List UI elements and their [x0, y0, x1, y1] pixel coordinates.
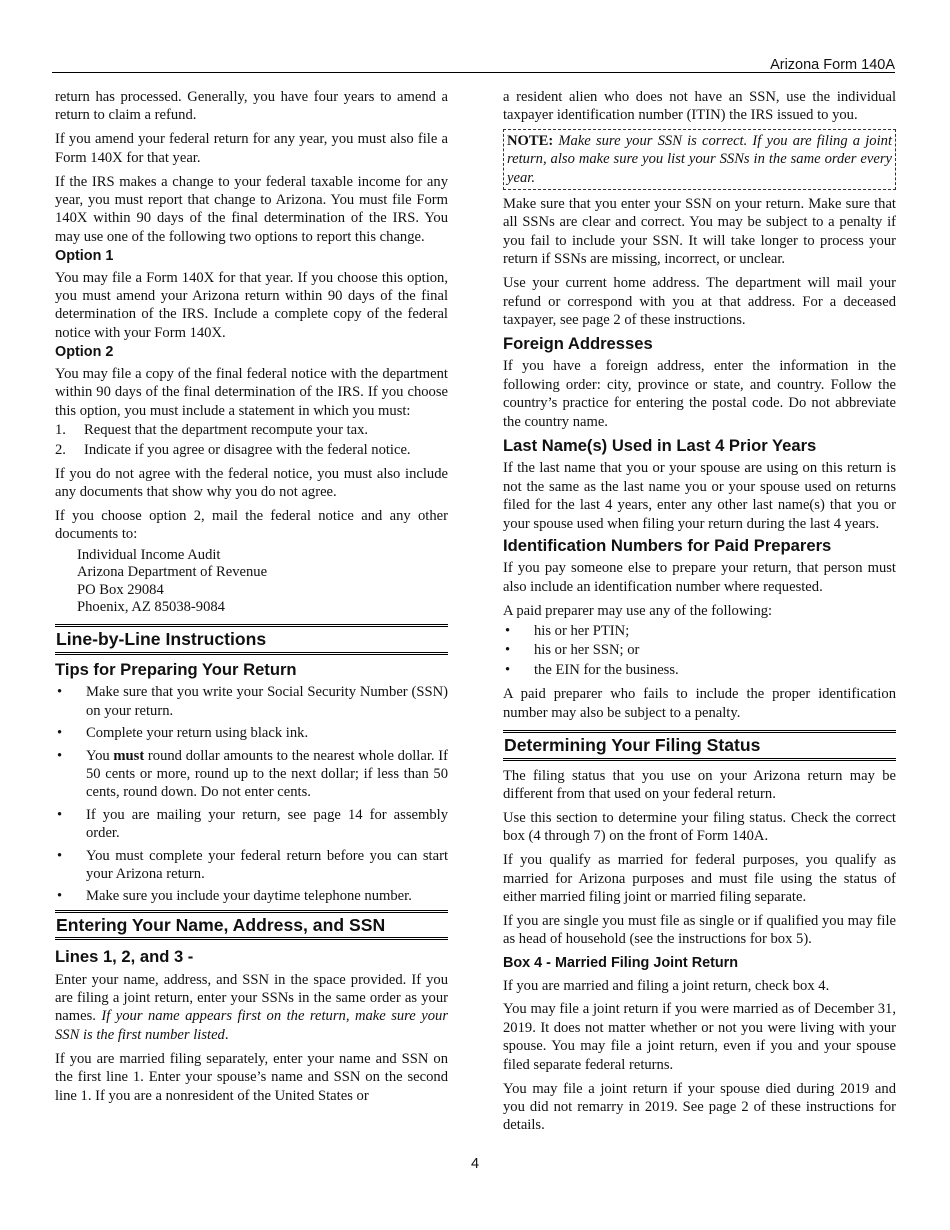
- address-line: Arizona Department of Revenue: [77, 564, 268, 581]
- paragraph: If you qualify as married for federal purposes, you qualify as married for Arizona purposes and must file using the status of either married filing joint or married filing separate.: [503, 852, 896, 905]
- right-column: [503, 88, 896, 1140]
- last-names-heading: Last Name(s) Used in Last 4 Prior Years: [503, 435, 817, 455]
- address-line: Phoenix, AZ 85038-9084: [77, 599, 225, 616]
- paragraph: If you are married and filing a joint return, check box 4.: [503, 977, 830, 994]
- box-4-heading: Box 4 - Married Filing Joint Return: [503, 955, 739, 972]
- tips-list: [55, 683, 448, 905]
- preparer-id-list: [503, 622, 896, 679]
- bullet-icon: •: [57, 847, 63, 864]
- note-text: Make sure your SSN is correct. If you are filing a joint return, also make sure you list your SSNs in the same order every year.: [507, 132, 892, 186]
- paragraph: Use your current home address. The department will mail your refund or correspond with you at that address. For a deceased taxpayer, see page 2 of these instructions.: [503, 275, 896, 328]
- list-item: [55, 683, 448, 720]
- list-item: [55, 806, 448, 843]
- bullet-icon: •: [505, 623, 511, 640]
- item-text: the EIN for the business.: [534, 661, 679, 678]
- paragraph: If you amend your federal return for any year, you must also file a Form 140X for that year.: [55, 131, 448, 166]
- bullet-icon: •: [505, 642, 511, 659]
- paragraph: You may file a joint return if you were married as of December 31, 2019. It does not matter whether or not you were living with your spouse. You may file a joint return, even if you and your spouse filed separate federal returns.: [503, 1001, 896, 1073]
- tips-heading: Tips for Preparing Your Return: [55, 659, 297, 679]
- text-part: .: [224, 1026, 229, 1043]
- option-2-heading: Option 2: [55, 344, 114, 361]
- item-text: [86, 747, 448, 802]
- paid-preparers-heading: Identification Numbers for Paid Preparers: [503, 535, 832, 555]
- item-text: his or her PTIN;: [534, 623, 630, 640]
- paragraph: If you are married filing separately, enter your name and SSN on the first line 1. Enter your spouse’s name and SSN on the second line 1. If you are a nonresident of the United States or: [55, 1050, 448, 1104]
- text-part: Enter your name, address, and SSN in the space provided. If you are filing a joint return, enter your SSNs in the same order as your names.: [55, 971, 448, 1025]
- list-item: [55, 847, 448, 884]
- numbered-item: [55, 421, 448, 439]
- item-text: Complete your return using black ink.: [86, 725, 309, 742]
- section-heading-filing-status: Determining Your Filing Status: [503, 730, 896, 760]
- ssn-note-box: [503, 129, 896, 190]
- address-line: Individual Income Audit: [77, 546, 221, 563]
- list-item: [503, 622, 896, 640]
- list-item: [55, 747, 448, 802]
- paragraph: A paid preparer may use any of the following:: [503, 602, 773, 619]
- bullet-icon: •: [57, 684, 63, 701]
- italic-text: If your name appears first on the return, make sure your SSN is the first number listed: [55, 1008, 448, 1043]
- lines-heading: Lines 1, 2, and 3 -: [55, 947, 194, 967]
- paragraph: You may file a copy of the final federal notice with the department within 90 days of the final determination of the IRS. If you choose this option, you must include a statement in which you must:: [55, 365, 448, 419]
- paragraph: Use this section to determine your filing status. Check the correct box (4 through 7) on the front of Form 140A.: [503, 809, 896, 845]
- item-text: You must complete your federal return before you can start your Arizona return.: [86, 847, 448, 882]
- paragraph: The filing status that you use on your Arizona return may be different from that used on your federal return.: [503, 767, 896, 802]
- page-number: 4: [470, 1156, 480, 1172]
- bullet-icon: •: [57, 806, 63, 823]
- list-item: [503, 661, 896, 679]
- bullet-icon: •: [57, 747, 63, 764]
- list-item: [503, 641, 896, 659]
- item-text: If you are mailing your return, see page 14 for assembly order.: [86, 806, 448, 842]
- section-heading-name-address: Entering Your Name, Address, and SSN: [55, 910, 448, 940]
- emphasis: must: [113, 747, 145, 764]
- paragraph: You may file a joint return if your spouse died during 2019 and you did not remarry in 2019. See page 2 of these instructions for details.: [503, 1080, 896, 1134]
- paragraph: a resident alien who does not have an SSN, use the individual taxpayer identification number (ITIN) the IRS issued to you.: [503, 89, 896, 124]
- option-1-heading: Option 1: [55, 248, 114, 265]
- paragraph: If the last name that you or your spouse are using on this return is not the same as the last name you or your spouse used on returns filed for the last 4 years, enter any other last name(s) that you or your spouse used when filing your return during the last 4 years.: [503, 460, 896, 532]
- address-line: PO Box 29084: [77, 581, 164, 598]
- paragraph: If you do not agree with the federal notice, you must also include any documents that show why you do not agree.: [55, 465, 448, 501]
- paragraph: If you have a foreign address, enter the information in the following order: city, province or state, and country. Follow the country’s practice for entering the postal code. Do not abbreviate the country name.: [503, 358, 896, 430]
- mailing-address: [55, 547, 448, 617]
- item-text: Indicate if you agree or disagree with the federal notice.: [84, 442, 411, 459]
- item-number: 1.: [55, 421, 66, 438]
- section-heading-line-by-line: Line-by-Line Instructions: [55, 624, 448, 654]
- form-title-header: Arizona Form 140A: [770, 57, 895, 73]
- foreign-addresses-heading: Foreign Addresses: [503, 333, 653, 353]
- numbered-item: [55, 441, 448, 459]
- paragraph: You may file a Form 140X for that year. If you choose this option, you must amend your Arizona return within 90 days of the final determination of the IRS. Include a complete copy of the federal notice with your Form 140X.: [55, 269, 448, 341]
- paragraph: Make sure that you enter your SSN on your return. Make sure that all SSNs are clear and correct. You may be subject to a penalty if you fail to include your SSN. It will take longer to process your return if SSNs are missing, incorrect, or unclear.: [503, 196, 896, 268]
- left-column: [55, 88, 448, 1110]
- item-number: 2.: [55, 442, 66, 459]
- paragraph: A paid preparer who fails to include the proper identification number may also be subject to a penalty.: [503, 686, 896, 721]
- item-text-part: round dollar amounts to the nearest whole dollar. If 50 cents or more, round up to the next dollar; if less than 50 cents, round down. Do not enter cents.: [86, 747, 448, 801]
- item-text-part: You: [86, 747, 114, 764]
- note-label: NOTE:: [507, 132, 554, 149]
- item-text: his or her SSN; or: [534, 642, 640, 659]
- bullet-icon: •: [57, 888, 63, 905]
- item-text: Request that the department recompute your tax.: [84, 421, 369, 438]
- paragraph: [55, 971, 448, 1045]
- list-item: [55, 887, 448, 905]
- header-rule: [52, 72, 895, 73]
- paragraph: If the IRS makes a change to your federal taxable income for any year, you must report that change to Arizona. You must file Form 140X within 90 days of the final determination of the IRS. You may use one of the following two options to report this change.: [55, 173, 448, 245]
- item-text: Make sure that you write your Social Security Number (SSN) on your return.: [86, 684, 448, 719]
- paragraph: If you are single you must file as single or if qualified you may file as head of household (see the instructions for box 5).: [503, 912, 896, 948]
- paragraph: If you choose option 2, mail the federal notice and any other documents to:: [55, 508, 448, 543]
- paragraph: If you pay someone else to prepare your return, that person must also include an identification number where requested.: [503, 560, 896, 595]
- bullet-icon: •: [505, 661, 511, 678]
- item-text: Make sure you include your daytime telephone number.: [86, 888, 412, 905]
- list-item: [55, 724, 448, 742]
- paragraph: return has processed. Generally, you have four years to amend a return to claim a refund.: [55, 89, 448, 124]
- bullet-icon: •: [57, 725, 63, 742]
